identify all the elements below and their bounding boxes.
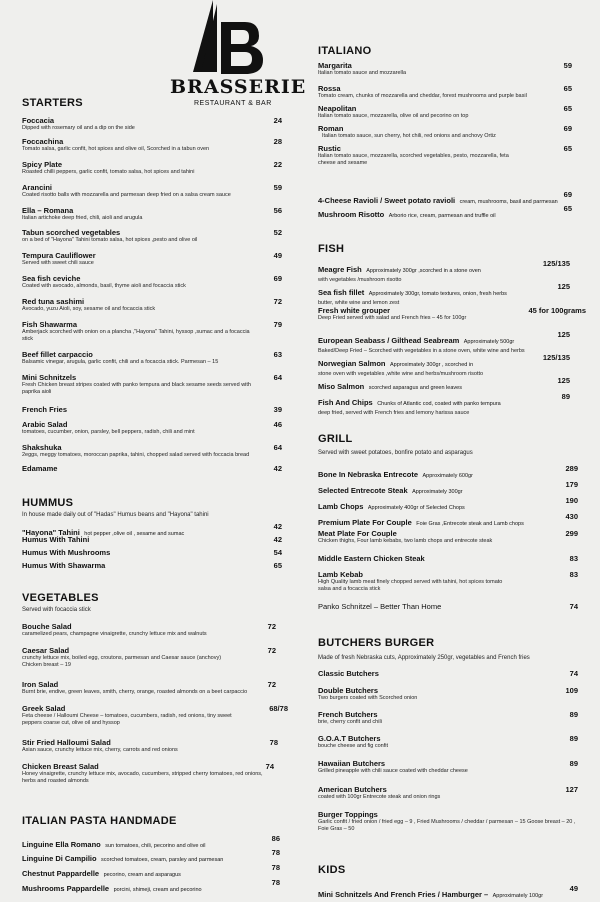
section-title: GRILL xyxy=(318,433,353,445)
menu-item: Roman Italian tomato sauce, sun cherry, hot chili, red onions and anchovy Ortiz 69 xyxy=(318,124,572,139)
menu-item: Ella – Romana Italian artichoke deep fried, chili, aioli and arugula 56 xyxy=(22,206,282,221)
brand-name: BRASSERIE xyxy=(170,76,307,98)
menu-item: Sea fish ceviche Coated with avocado, almonds, basil, thyme aioli and focaccia stick 69 xyxy=(22,274,282,289)
menu-item: Hawaiian Butchers Grilled pineapple with chili sauce coated with cheddar cheese 89 xyxy=(318,759,578,774)
menu-item: Linguine Di Campilio scorched tomatoes, cream, parsley and parmesan 78 xyxy=(22,848,280,863)
menu-item: Mini Schnitzels Fresh Chicken breast stripes coated with panko tempura and black sesame seeds served with paprika aioli 64 xyxy=(22,373,282,395)
menu-item: Stir Fried Halloumi Salad Asian sauce, crunchy lettuce mix, cherry, carrots and red onions 78 xyxy=(22,738,278,753)
menu-item: Meat Plate For Couple Chicken thighs, Four lamb kebabs, two lamb chops and entrecote steak 299 xyxy=(318,529,578,544)
menu-item: Neapolitan Italian tomato sauce, mozzarella, olive oil and pecorino on top 65 xyxy=(318,104,572,119)
menu-item: Humus With Mushrooms 54 xyxy=(22,548,282,557)
section-title: KIDS xyxy=(318,864,346,876)
menu-item: "Hayona" Tahini hot pepper ,olive oil , sesame and sumac 42 xyxy=(22,522,282,537)
section-title: BUTCHERS BURGER xyxy=(318,637,435,649)
menu-item: 4-Cheese Ravioli / Sweet potato ravioli cream, mushrooms, basil and parmesan 69 xyxy=(318,190,572,205)
menu-item: Humus With Tahini 42 xyxy=(22,535,282,544)
menu-item: Norwegian Salmon Approximately 300gr , scorched in stone oven with vegetables ,white wine and herbs/mushroom risotto 125/135 xyxy=(318,353,570,377)
menu-item: Red tuna sashimi Avocado, yuzu Aioli, soy, sesame oil and focaccia stick 72 xyxy=(22,297,282,312)
menu-item: Miso Salmon scorched asparagus and green leaves 125 xyxy=(318,376,570,391)
section-note: Served with sweet potatoes, bonfire potato and asparagus xyxy=(318,450,473,456)
menu-item: Mushroom Risotto Arborio rice, cream, parmesan and truffle oil 65 xyxy=(318,204,572,219)
section-note: In house made daily out of "Hadas" Humus beans and "Hayona" tahini xyxy=(22,512,209,518)
sail-boat-logo-icon xyxy=(165,0,285,80)
menu-item: Classic Butchers 74 xyxy=(318,669,578,678)
menu-item: Meagre Fish Approximately 300gr ,scorched in a stone oven with vegetables /mushroom risotto 125/135 xyxy=(318,259,570,283)
menu-item: Fresh white grouper Deep Fried served with salad and French fries – 45 for 100gr 45 for 100grams xyxy=(318,306,586,321)
section-title: STARTERS xyxy=(22,97,83,109)
section-title: FISH xyxy=(318,243,345,255)
brand-subtitle: RESTAURANT & BAR xyxy=(194,100,272,107)
menu-item: Caesar Salad crunchy lettuce mix, boiled egg, croutons, parmesan and Caesar sauce (anchovy) Chicken breast – 19 72 xyxy=(22,646,276,668)
menu-item: Rustic Italian tomato sauce, mozzarella, scorched vegetables, pesto, mozzarella, feta cheese and sesame 65 xyxy=(318,144,572,166)
menu-item: European Seabass / Gilthead Seabream Approximately 500gr Baked/Deep Fried – Scorched with vegetables in a stone oven, white wine and herbs 125 xyxy=(318,330,570,354)
menu-item: Fish Shawarma Amberjack scorched with onion on a plancha ,"Hayona" Tahini, hyssop ,sumac and a focaccia stick 79 xyxy=(22,320,282,342)
menu-item: Linguine Ella Romano sun tomatoes, chili, pecorino and olive oil 86 xyxy=(22,834,280,849)
menu-item: Humus With Shawarma 65 xyxy=(22,561,282,570)
menu-item: Middle Eastern Chicken Steak 83 xyxy=(318,554,578,563)
section-title: ITALIAN PASTA HANDMADE xyxy=(22,815,177,827)
menu-item: Mushrooms Pappardelle porcini, shimeji, cream and pecorino 78 xyxy=(22,878,280,893)
menu-item: Arancini Coated risotto balls with mozzarella and parmesan deep fried on a salsa cream sauce 59 xyxy=(22,183,282,198)
menu-item: Shakshuka 2eggs, meggy tomatoes, moroccan paprika, tahini, chopped salad served with foccacia bread 64 xyxy=(22,443,282,458)
menu-item: Lamb Chops Approximately 400gr of Selected Chops 190 xyxy=(318,496,578,511)
menu-item: G.O.A.T Butchers bouche cheese and fig confit 89 xyxy=(318,734,578,749)
menu-item: Beef fillet carpaccio Balsamic vinegar, arugula, garlic confit, chili and a focaccia stick. Parmesan – 15 63 xyxy=(22,350,282,365)
menu-item: Selected Entrecote Steak Approximately 300gr 179 xyxy=(318,480,578,495)
menu-item: Margarita Italian tomato sauce and mozzarella 59 xyxy=(318,61,572,76)
menu-item: Rossa Tomato cream, chunks of mozzarella and cheddar, forest mushrooms and purple basil 65 xyxy=(318,84,572,99)
menu-item: Tempura Cauliflower Served with sweet chili sauce 49 xyxy=(22,251,282,266)
section-title: VEGETABLES xyxy=(22,592,99,604)
menu-item: Sea fish fillet Approximately 300gr, tomato textures, onion, fresh herbs butter, white wine and lemon zest 125 xyxy=(318,282,570,306)
menu-item: Foccacia Dipped with rosemary oil and a dip on the side 24 xyxy=(22,116,282,131)
menu-item: Edamame 42 xyxy=(22,464,282,473)
menu-item: Fish And Chips Chunks of Atlantic cod, coated with panko tempura deep fried, served with French fries and lemony harissa sauce 89 xyxy=(318,392,570,416)
menu-item: Bouche Salad caramelized pears, champagne vinaigrette, crunchy lettuce mix and walnuts 72 xyxy=(22,622,276,637)
menu-item: Chicken Breast Salad Honey vinaigrette, crunchy lettuce mix, avocado, cucumbers, stripped cherry tomatoes, red onions, herbs and roasted almonds 74 xyxy=(22,762,274,784)
section-note: Made of fresh Nebraska cuts, Approximately 250gr, vegetables and French fries xyxy=(318,655,530,661)
menu-item: Burger Toppings Garlic confit / fried onion / fried egg – 9 , Fried Mushrooms / cheddar / parmesan – 15 Goose breast – 20 , Foie Gras – 50 xyxy=(318,810,576,832)
menu-item: Iron Salad Burnt brie, endive, green leaves, smith, cherry, orange, roasted almonds on a beet carpaccio 72 xyxy=(22,680,276,695)
logo xyxy=(165,0,307,112)
menu-item: French Fries 39 xyxy=(22,405,282,414)
section-title: ITALIANO xyxy=(318,45,372,57)
menu-item: Mini Schnitzels And French Fries / Hamburger – Approximately 100gr 49 xyxy=(318,884,578,899)
menu-item: Chestnut Pappardelle pecorino, cream and asparagus 78 xyxy=(22,863,280,878)
menu-item: Tabun scorched vegetables on a bed of "Hayona" Tahini tomato salsa, hot spices ,pesto and olive oil 52 xyxy=(22,228,282,243)
section-title: HUMMUS xyxy=(22,497,74,509)
menu-item: Bone In Nebraska Entrecote Approximately 600gr 289 xyxy=(318,464,578,479)
menu-item: Panko Schnitzel – Better Than Home 74 xyxy=(318,602,578,611)
menu-item: Spicy Plate Roasted chilli peppers, garlic confit, tomato salsa, hot spices and tahini 22 xyxy=(22,160,282,175)
section-note: Served with focaccia stick xyxy=(22,607,91,613)
menu-item: French Butchers brie, cherry confit and chili 89 xyxy=(318,710,578,725)
menu-item: Double Butchers Two burgers coated with Scorched onion 109 xyxy=(318,686,578,701)
menu-item: Foccachina Tomato salsa, garlic confit, hot spices and olive oil, Scorched in a tabun oven 28 xyxy=(22,137,282,152)
menu-item: Lamb Kebab High Quality lamb meat finely chopped served with tahini, hot spices tomato salsa and a focaccia stick 83 xyxy=(318,570,578,592)
menu-item: American Butchers coated with 100gr Entrecote steak and onion rings 127 xyxy=(318,785,578,800)
menu-item: Greek Salad Feta cheese / Halloumi Cheese – tomatoes, cucumbers, radish, red onions, tiny sweet peppers coarse cut, olive oil and hyssop 68/78 xyxy=(22,704,288,726)
menu-item: Arabic Salad tomatoes, cucumber, onion, parsley, bell peppers, radish, chili and mint 46 xyxy=(22,420,282,435)
menu-item: Premium Plate For Couple Foie Gras ,Entrecote steak and Lamb chops 430 xyxy=(318,512,578,527)
